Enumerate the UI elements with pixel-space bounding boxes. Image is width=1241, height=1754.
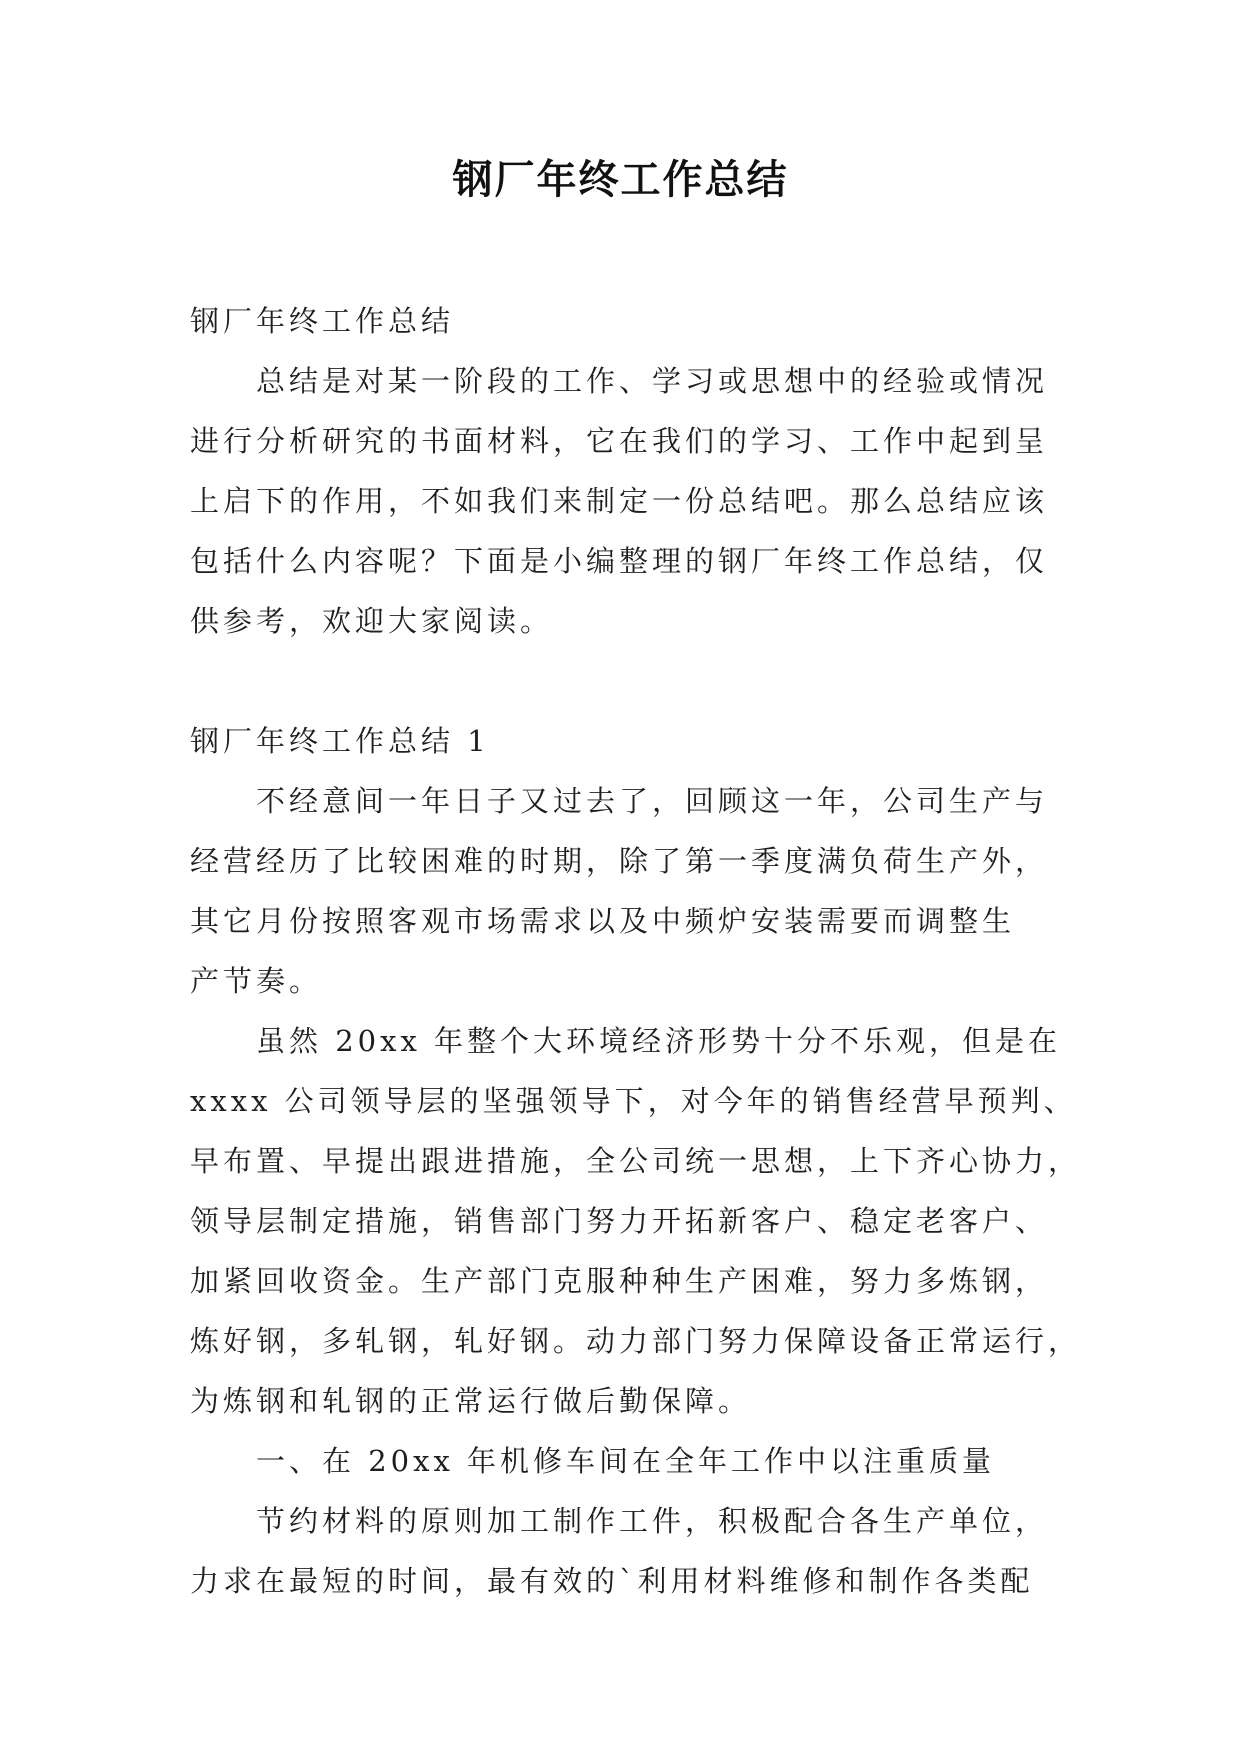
paragraph-line: 炼好钢，多轧钢，轧好钢。动力部门努力保障设备正常运行， xyxy=(190,1324,1082,1358)
paragraph-line: 节约材料的原则加工制作工件，积极配合各生产单位， xyxy=(256,1504,1049,1538)
paragraph-line: 为炼钢和轧钢的正常运行做后勤保障。 xyxy=(190,1384,752,1418)
section-heading: 钢厂年终工作总结 1 xyxy=(190,724,490,758)
paragraph-line: 加紧回收资金。生产部门克服种种生产困难，努力多炼钢， xyxy=(190,1264,1049,1298)
intro-paragraph-line: 进行分析研究的书面材料，它在我们的学习、工作中起到呈 xyxy=(190,424,1049,458)
paragraph-line: 领导层制定措施，销售部门努力开拓新客户、稳定老客户、 xyxy=(190,1204,1049,1238)
section-spacer xyxy=(190,651,1052,711)
document-body xyxy=(190,291,1082,1611)
paragraph-line: 一、在 20xx 年机修车间在全年工作中以注重质量 xyxy=(256,1444,996,1478)
paragraph-line: 虽然 20xx 年整个大环境经济形势十分不乐观，但是在 xyxy=(256,1024,1062,1058)
paragraph-line: 早布置、早提出跟进措施，全公司统一思想，上下齐心协力， xyxy=(190,1144,1082,1178)
paragraph-line: 其它月份按照客观市场需求以及中频炉安装需要而调整生 xyxy=(190,904,1016,938)
paragraph-line: xxxx 公司领导层的坚强领导下，对今年的销售经营早预判、 xyxy=(190,1084,1077,1118)
paragraph-line: 经营经历了比较困难的时期，除了第一季度满负荷生产外， xyxy=(190,844,1049,878)
intro-paragraph-line: 包括什么内容呢？下面是小编整理的钢厂年终工作总结，仅 xyxy=(190,544,1049,578)
paragraph-line: 产节奏。 xyxy=(190,964,323,998)
paragraph-line: 不经意间一年日子又过去了，回顾这一年，公司生产与 xyxy=(256,784,1049,818)
document-title: 钢厂年终工作总结 xyxy=(452,157,789,203)
intro-paragraph-line: 上启下的作用，不如我们来制定一份总结吧。那么总结应该 xyxy=(190,484,1049,518)
intro-paragraph-line: 供参考，欢迎大家阅读。 xyxy=(190,604,554,638)
intro-heading: 钢厂年终工作总结 xyxy=(190,304,455,338)
paragraph-line: 力求在最短的时间，最有效的`利用材料维修和制作各类配 xyxy=(190,1564,1034,1598)
intro-paragraph-line: 总结是对某一阶段的工作、学习或思想中的经验或情况 xyxy=(256,364,1049,398)
